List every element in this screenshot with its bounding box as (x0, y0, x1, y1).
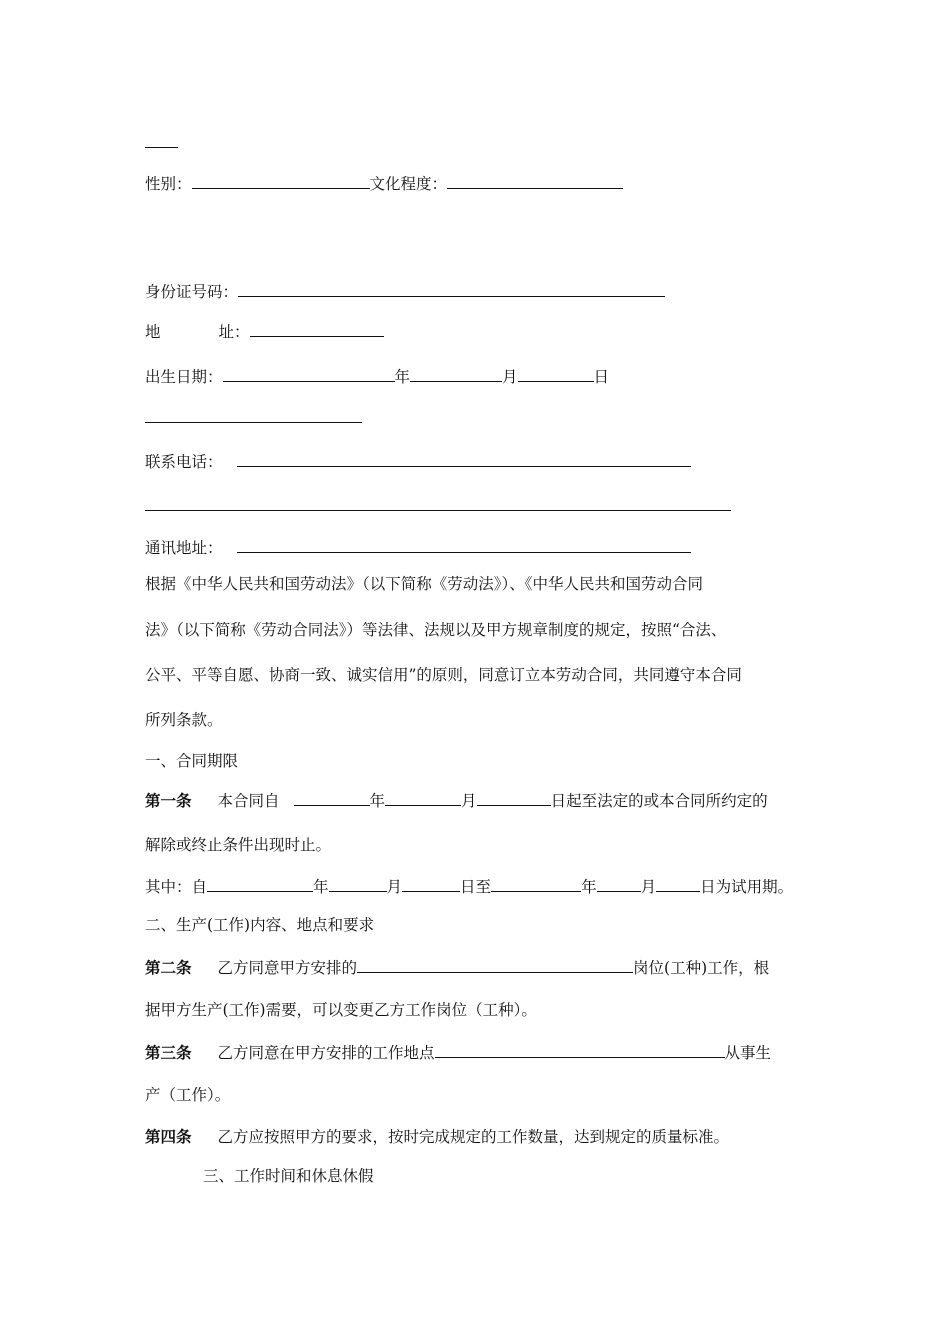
section-heading-1: 一、合同期限 (145, 752, 239, 770)
article-4-row (145, 1127, 729, 1147)
article-2-text-a: 乙方同意甲方安排的 (217, 959, 358, 977)
probation-end-month-blank[interactable] (597, 876, 641, 892)
probation-end-year-blank[interactable] (491, 876, 581, 892)
address-label-char1: 地 (145, 323, 161, 341)
birth-year-unit: 年 (394, 368, 411, 386)
article-1-number: 第一条 (145, 791, 192, 810)
article-2-number: 第二条 (145, 958, 192, 977)
birth-day-blank[interactable] (518, 366, 594, 382)
probation-start-year-unit: 年 (313, 878, 329, 896)
mailing-address-blank[interactable] (237, 537, 691, 553)
id-number-label: 身份证号码： (145, 283, 239, 301)
preamble-line-4: 所列条款。 (145, 711, 223, 729)
id-number-blank[interactable] (238, 281, 665, 297)
preamble-line-2: 法》（以下简称《劳动合同法》）等法律、法规以及甲方规章制度的规定，按照“合法、 (145, 621, 727, 639)
article-1-year-blank[interactable] (294, 790, 370, 806)
address-blank[interactable] (250, 321, 384, 337)
phone-row (145, 451, 691, 472)
article-1-month-unit: 月 (461, 792, 477, 810)
gender-education-row (145, 173, 623, 194)
birth-day-unit: 日 (593, 368, 610, 386)
id-number-row (145, 281, 665, 302)
gender-label: 性别： (145, 175, 192, 193)
article-1-month-blank[interactable] (385, 790, 461, 806)
article-4-number: 第四条 (145, 1127, 192, 1146)
preamble-line-3: 公平、平等自愿、协商一致、诚实信用”的原则，同意订立本劳动合同，共同遵守本合同 (145, 666, 742, 684)
probation-start-year-blank[interactable] (207, 876, 313, 892)
section-heading-2: 二、生产(工作)内容、地点和要求 (145, 916, 375, 934)
article-1-day-blank[interactable] (477, 790, 551, 806)
phone-second-blank-line[interactable] (145, 510, 731, 511)
education-label: 文化程度： (369, 175, 448, 193)
probation-start-month-blank[interactable] (329, 876, 387, 892)
birth-month-blank[interactable] (410, 366, 502, 382)
article-3-location-blank[interactable] (435, 1042, 725, 1058)
address-label-char2: 址： (218, 323, 250, 341)
article-4-text: 乙方应按照甲方的要求，按时完成规定的工作数量，达到规定的质量标准。 (217, 1128, 730, 1146)
gender-blank[interactable] (192, 173, 370, 189)
birth-year-blank[interactable] (223, 366, 395, 382)
article-2-row (145, 957, 769, 978)
article-3-text-b: 从事生 (724, 1044, 772, 1062)
article-1-continuation: 解除或终止条件出现时止。 (145, 836, 332, 854)
education-blank[interactable] (447, 173, 623, 189)
probation-end-label: 日为试用期。 (700, 878, 794, 896)
top-short-rule (145, 147, 178, 148)
section-heading-3: 三、工作时间和休息休假 (203, 1167, 374, 1185)
phone-label: 联系电话： (145, 453, 223, 471)
probation-start-month-unit: 月 (386, 878, 403, 896)
birth-month-unit: 月 (502, 368, 518, 386)
probation-to-label: 日至 (460, 878, 492, 896)
extra-blank-line[interactable] (145, 422, 362, 423)
birth-date-row (145, 366, 609, 387)
article-2-continuation: 据甲方生产(工作)需要，可以变更乙方工作岗位（工种）。 (145, 1001, 537, 1019)
probation-end-year-unit: 年 (581, 878, 597, 896)
address-row (145, 321, 384, 342)
article-1-text-b: 日起至法定的或本合同所约定的 (550, 792, 768, 810)
article-3-text-a: 乙方同意在甲方安排的工作地点 (217, 1044, 435, 1062)
article-2-position-blank[interactable] (357, 957, 633, 973)
article-2-text-b: 岗位(工种)工作，根 (633, 959, 770, 977)
birth-date-label: 出生日期： (145, 368, 223, 386)
probation-start-day-blank[interactable] (402, 876, 460, 892)
probation-start-label: 其中：自 (145, 878, 208, 896)
mailing-address-row (145, 537, 691, 558)
article-3-row (145, 1042, 771, 1063)
article-1-year-unit: 年 (369, 792, 386, 810)
probation-end-day-blank[interactable] (656, 876, 700, 892)
article-3-number: 第三条 (145, 1043, 192, 1062)
probation-end-month-unit: 月 (640, 878, 657, 896)
article-3-continuation: 产（工作）。 (145, 1086, 231, 1104)
preamble-line-1: 根据《中华人民共和国劳动法》（以下简称《劳动法》）、《中华人民共和国劳动合同 (145, 575, 704, 593)
article-1-row (145, 790, 768, 811)
phone-blank[interactable] (237, 451, 691, 467)
article-1-text-a: 本合同自 (217, 792, 280, 810)
mailing-address-label: 通讯地址： (145, 539, 223, 557)
probation-row (145, 876, 793, 897)
